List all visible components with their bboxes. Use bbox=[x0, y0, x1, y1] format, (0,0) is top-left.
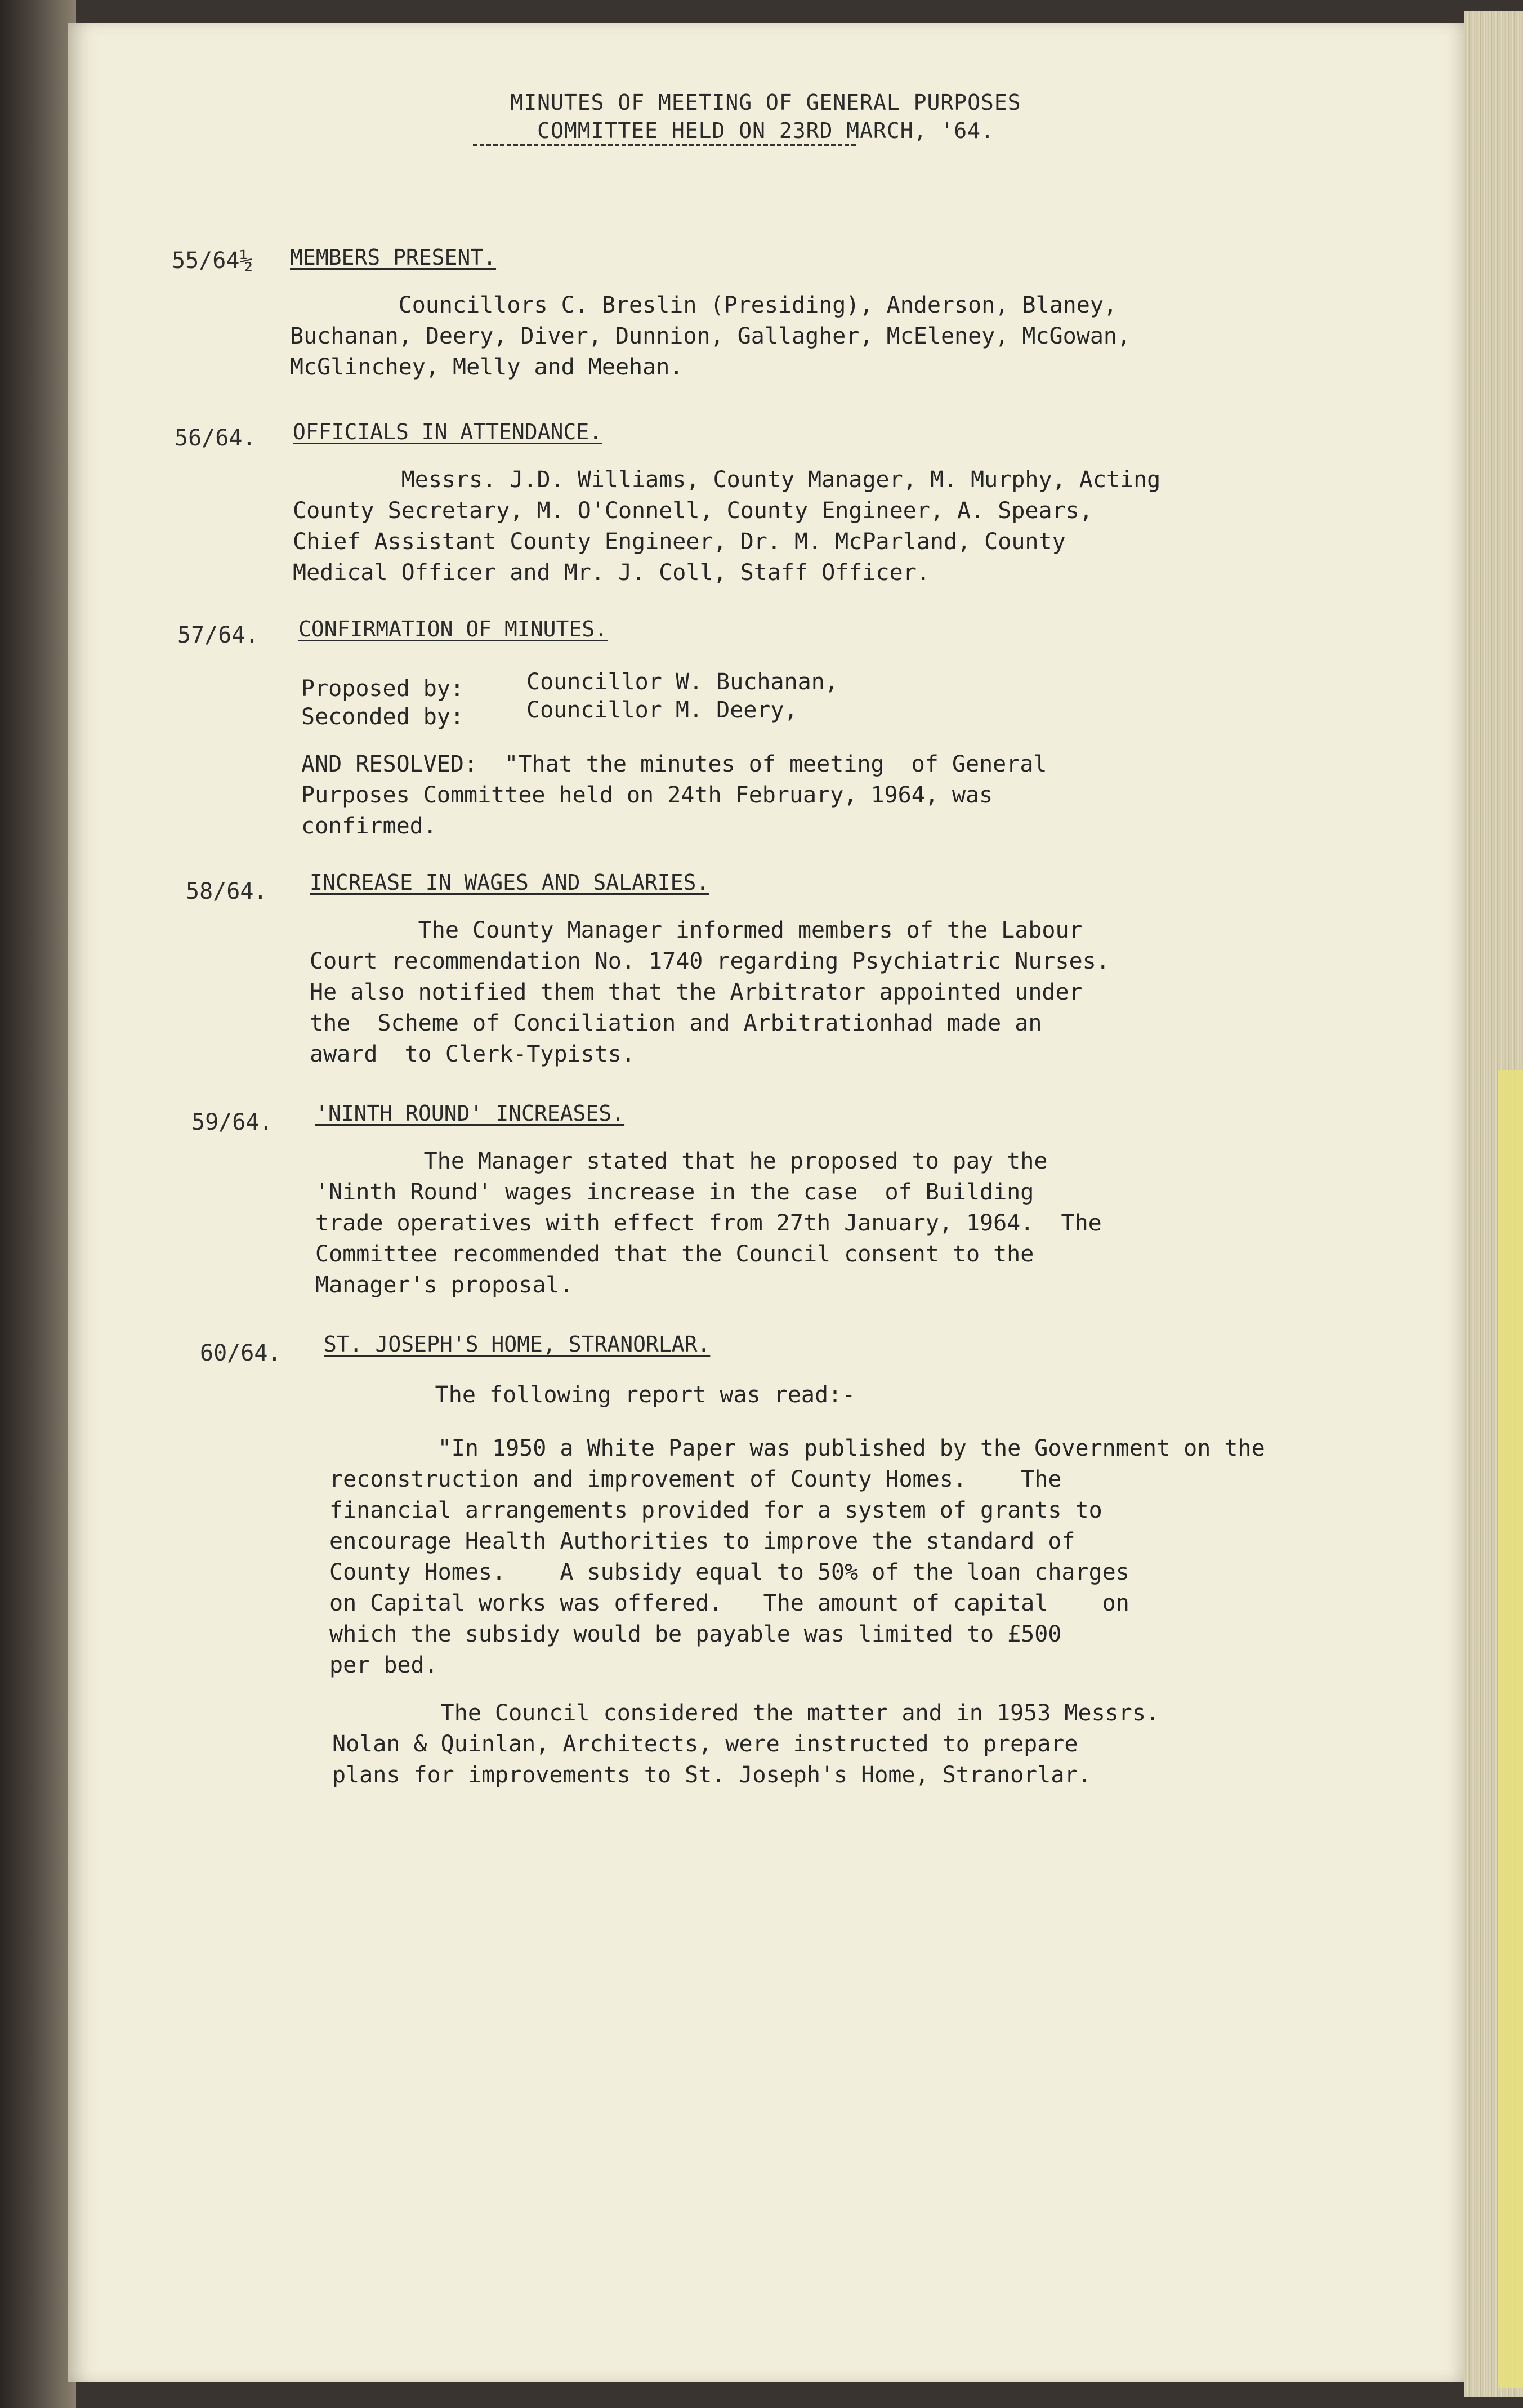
item-number: 58/64. bbox=[186, 879, 267, 904]
title-underline bbox=[473, 144, 856, 146]
item-number: 56/64. bbox=[175, 425, 256, 451]
item-body: The Manager stated that he proposed to pay the 'Ninth Round' wages increase in the case of Building trade operatives with effect from 27th January, 1964. The Committee recommended that the Council consent to the Manager's proposal. bbox=[315, 1148, 1102, 1298]
seconded-by-value: Councillor M. Deery, bbox=[526, 697, 798, 723]
proposed-by-value: Councillor W. Buchanan, bbox=[526, 669, 838, 695]
item-number: 55/64½ bbox=[172, 248, 253, 274]
item-body: AND RESOLVED: "That the minutes of meeting of General Purposes Committee held on 24th February, 1964, was confirmed. bbox=[301, 751, 1047, 839]
item-body: Councillors C. Breslin (Presiding), Anderson, Blaney, Buchanan, Deery, Diver, Dunnion, Gallagher, McEleney, McGowan, McGlinchey, Melly and Meehan. bbox=[290, 292, 1131, 380]
item-heading: 'NINTH ROUND' INCREASES. bbox=[315, 1101, 625, 1126]
item-body: The County Manager informed members of the Labour Court recommendation No. 1740 regarding Psychiatric Nurses. He also notified them that the Arbitrator appointed under the Scheme of Conciliation and Arbitrationhad made an award to Clerk-Typists. bbox=[310, 917, 1110, 1067]
document-page bbox=[68, 23, 1464, 2382]
item-heading: CONFIRMATION OF MINUTES. bbox=[298, 617, 608, 641]
item-heading: MEMBERS PRESENT. bbox=[290, 245, 497, 270]
item-body: Messrs. J.D. Williams, County Manager, M. Murphy, Acting County Secretary, M. O'Connell, County Engineer, A. Spears, Chief Assistant County Engineer, Dr. M. McParland, County Medical Officer and Mr. J. Coll, Staff Officer. bbox=[293, 467, 1161, 586]
document-title-line-2: COMMITTEE HELD ON 23RD MARCH, '64. bbox=[537, 118, 994, 143]
page-edge-tab bbox=[1498, 1070, 1523, 2388]
proposed-by-label: Proposed by: bbox=[301, 676, 464, 702]
item-number: 59/64. bbox=[191, 1109, 273, 1135]
document-title-line-1: MINUTES OF MEETING OF GENERAL PURPOSES bbox=[510, 90, 1021, 115]
report-intro: The following report was read:- bbox=[327, 1382, 856, 1408]
item-number: 57/64. bbox=[177, 622, 259, 648]
seconded-by-label: Seconded by: bbox=[301, 704, 464, 730]
item-heading: INCREASE IN WAGES AND SALARIES. bbox=[310, 870, 709, 895]
report-body-continued: The Council considered the matter and in 1953 Messrs. Nolan & Quinlan, Architects, were instructed to prepare plans for improvements to St. Joseph's Home, Stranorlar. bbox=[332, 1700, 1160, 1788]
item-heading: OFFICIALS IN ATTENDANCE. bbox=[293, 420, 602, 444]
item-number: 60/64. bbox=[200, 1340, 282, 1366]
book-binding bbox=[0, 0, 76, 2408]
report-body: "In 1950 a White Paper was published by the Government on the reconstruction and improvement of County Homes. The financial arrangements provided for a system of grants to encourage Health Authorities to improve the standard of County Homes. A subsidy equal to 50% of the loan charges on Capital works was offered. The amount of capital on which the subsidy would be payable was limited to £500 per bed. bbox=[329, 1435, 1265, 1678]
item-heading: ST. JOSEPH'S HOME, STRANORLAR. bbox=[324, 1332, 711, 1357]
